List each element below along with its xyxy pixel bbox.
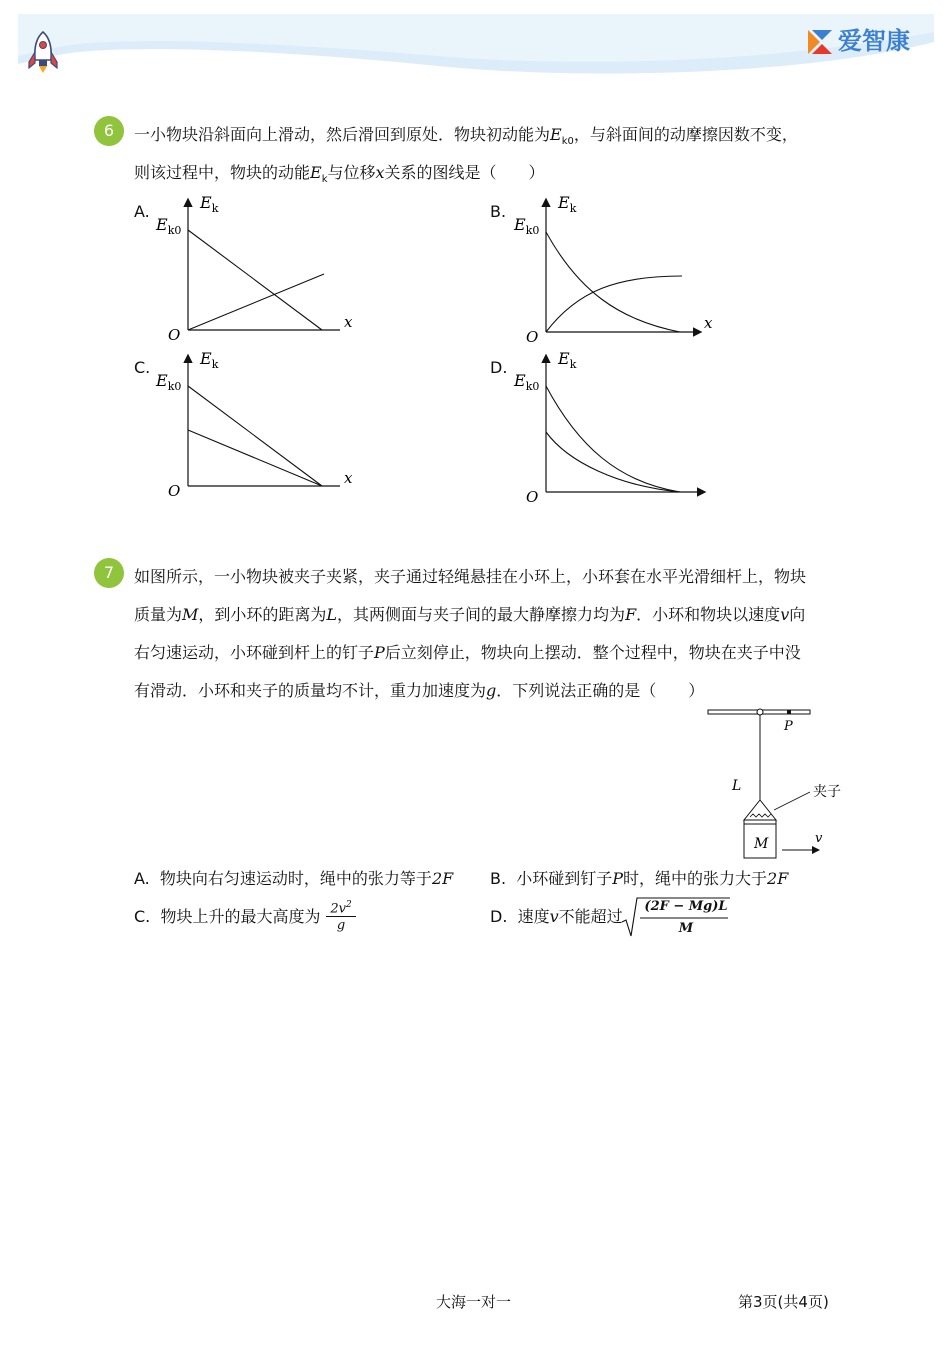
ek0-label: $E_{k0}$ xyxy=(156,371,182,393)
option-d-label: D. xyxy=(490,907,508,926)
option-b-text-b: 时，绳中的张力大于 xyxy=(623,869,768,888)
option-a-label: A. xyxy=(134,869,150,888)
curve-up xyxy=(188,274,324,330)
option-a-text: 物块向右匀速运动时，绳中的张力等于 xyxy=(159,869,432,888)
label-l: L xyxy=(732,778,742,794)
x-axis-label: x xyxy=(704,314,713,332)
option-d-text-a: 速度 xyxy=(517,907,550,926)
option-c-fraction xyxy=(326,898,356,934)
q6-text-1a: 一小物块沿斜面向上滑动，然后滑回到原处．物块初动能为 xyxy=(134,125,551,144)
q7-option-b[interactable] xyxy=(490,868,788,890)
y-axis-label: $E_k$ xyxy=(558,349,577,371)
ek0-label: $E_{k0}$ xyxy=(156,215,182,237)
option-c-denominator: g xyxy=(336,918,346,934)
option-b-math: 2F xyxy=(767,869,789,888)
question-7-line-3 xyxy=(134,642,801,664)
brand-logo xyxy=(806,26,926,58)
brand-name: 爱智康 xyxy=(838,27,910,55)
label-clip: 夹子 xyxy=(813,784,841,800)
question-6-line-1 xyxy=(134,124,798,153)
footer-page-number: 第3页(共4页) xyxy=(738,1293,829,1311)
q7-text-3a: 右匀速运动，小环碰到杆上的钉子 xyxy=(134,643,375,662)
option-b-text-a: 小环碰到钉子 xyxy=(516,869,613,888)
question-6-line-2 xyxy=(134,162,545,191)
q7-var-M: M xyxy=(182,605,199,624)
q7-option-a[interactable] xyxy=(134,868,453,890)
curve-up xyxy=(546,276,682,332)
velocity-arrowhead xyxy=(812,846,820,854)
q7-var-P: P xyxy=(374,643,385,662)
option-c-label: C. xyxy=(134,907,151,926)
origin-label: O xyxy=(526,488,539,506)
q7-text-2b: ，到小环的距离为 xyxy=(198,605,327,624)
q6-text-2a: 则该过程中，物块的动能 xyxy=(134,163,311,182)
q7-option-d[interactable] xyxy=(490,906,623,928)
q7-text-4a: 有滑动．小环和夹子的质量均不计，重力加速度为 xyxy=(134,681,487,700)
option-b-label: B. xyxy=(490,869,507,888)
origin-label: O xyxy=(168,326,181,344)
nail-p xyxy=(787,710,791,714)
q6-var-E: E xyxy=(550,125,562,144)
clip-body xyxy=(744,800,776,820)
question-6-number: 6 xyxy=(94,116,124,146)
option-d-text-b: 不能超过 xyxy=(558,907,623,926)
ek0-label: $E_{k0}$ xyxy=(514,371,540,393)
brand-mark-icon xyxy=(806,28,834,56)
q6-option-a-label[interactable]: A. xyxy=(134,202,150,221)
y-axis-label: $E_k$ xyxy=(200,349,219,371)
curve-upper xyxy=(188,386,322,486)
q7-option-c[interactable] xyxy=(134,906,320,928)
q6-var-x: x xyxy=(375,163,385,182)
label-m: M xyxy=(754,836,769,852)
q7-text-2d: ．小环和物块以速度 xyxy=(636,605,781,624)
option-d-denominator: M xyxy=(678,921,694,936)
q6-graph-d[interactable] xyxy=(508,346,718,506)
q6-option-d-label[interactable]: D. xyxy=(490,358,508,377)
q7-var-v: v xyxy=(780,605,790,624)
q6-graph-b[interactable] xyxy=(508,190,718,350)
small-ring xyxy=(757,709,763,715)
q6-graph-a[interactable] xyxy=(150,190,360,350)
q7-text-3b: 后立刻停止，物块向上摆动．整个过程中，物块在夹子中没 xyxy=(384,643,801,662)
q7-var-F: F xyxy=(625,605,637,624)
q6-text-1b: ，与斜面间的动摩擦因数不变， xyxy=(573,125,798,144)
option-d-var-v: v xyxy=(549,907,559,926)
x-axis-label: x xyxy=(344,469,353,487)
footer-center-text: 大海一对一 xyxy=(436,1293,512,1311)
option-d-numerator: (2F − Mg)L xyxy=(644,899,728,914)
q7-text-2c: ，其两侧面与夹子间的最大静摩擦力均为 xyxy=(337,605,626,624)
q6-text-2c: 关系的图线是（ ） xyxy=(384,163,545,182)
label-p: P xyxy=(784,719,793,734)
label-v: v xyxy=(815,831,823,846)
question-7-number: 7 xyxy=(94,558,124,588)
curve-down xyxy=(546,232,680,332)
q6-option-c-label[interactable]: C. xyxy=(134,358,151,377)
x-axis-label: x xyxy=(344,313,353,331)
question-7-line-2 xyxy=(134,604,805,626)
q6-sub-k: k xyxy=(321,174,328,186)
q6-graph-c[interactable] xyxy=(150,346,360,506)
origin-label: O xyxy=(168,482,181,500)
option-b-var-p: P xyxy=(612,869,624,888)
option-c-text: 物块上升的最大高度为 xyxy=(160,907,321,926)
header-banner xyxy=(18,14,934,84)
curve-upper xyxy=(546,386,680,492)
clip-pointer xyxy=(774,792,810,810)
curve-lower xyxy=(546,432,680,492)
q7-var-L: L xyxy=(326,605,338,624)
rocket-icon xyxy=(26,30,60,74)
q7-var-g: g xyxy=(486,681,497,700)
q7-text-2a: 质量为 xyxy=(134,605,183,624)
curve-lower xyxy=(188,430,322,486)
q6-var-Ek: E xyxy=(310,163,322,182)
question-7-line-1: 如图所示，一小物块被夹子夹紧，夹子通过轻绳悬挂在小环上，小环套在水平光滑细杆上，物块 xyxy=(134,567,807,586)
curve-down xyxy=(188,230,322,330)
option-c-numerator: $2v^2$ xyxy=(326,898,356,917)
q6-sub-k0: k0 xyxy=(561,136,574,148)
q7-text-2e: 向 xyxy=(789,605,806,624)
question-7-line-4 xyxy=(134,680,704,702)
y-axis-label: $E_k$ xyxy=(558,193,577,215)
q6-option-b-label[interactable]: B. xyxy=(490,202,507,221)
q7-text-4b: ．下列说法正确的是（ ） xyxy=(496,681,705,700)
ek0-label: $E_{k0}$ xyxy=(514,215,540,237)
origin-label: O xyxy=(526,328,539,346)
q6-text-2b: 与位移 xyxy=(327,163,376,182)
option-a-math: 2F xyxy=(431,869,454,888)
q7-figure-clip-pendulum xyxy=(700,704,860,864)
y-axis-label: $E_k$ xyxy=(200,193,219,215)
